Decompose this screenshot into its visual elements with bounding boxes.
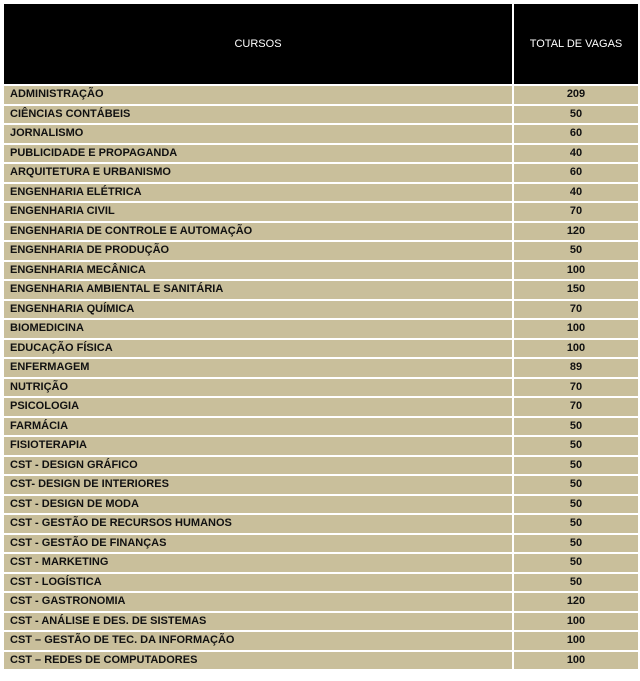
total-seats-cell: 209 [514,86,638,104]
course-name-cell: ENFERMAGEM [4,359,512,377]
table-row [4,476,638,494]
course-name-cell: ENGENHARIA DE CONTROLE E AUTOMAÇÃO [4,223,512,241]
course-name-cell: CIÊNCIAS CONTÁBEIS [4,106,512,124]
course-name-cell: EDUCAÇÃO FÍSICA [4,340,512,358]
course-name-cell: CST - GASTRONOMIA [4,593,512,611]
table-row [4,457,638,475]
total-seats-cell: 100 [514,320,638,338]
course-name-cell: FARMÁCIA [4,418,512,436]
course-name-cell: CST- DESIGN DE INTERIORES [4,476,512,494]
total-seats-cell: 100 [514,340,638,358]
course-name-cell: CST - GESTÃO DE RECURSOS HUMANOS [4,515,512,533]
table-row [4,301,638,319]
total-seats-cell: 70 [514,379,638,397]
course-name-cell: ENGENHARIA CIVIL [4,203,512,221]
table-row [4,223,638,241]
course-name-cell: ENGENHARIA ELÉTRICA [4,184,512,202]
total-seats-cell: 50 [514,535,638,553]
total-seats-cell: 60 [514,125,638,143]
table-row [4,184,638,202]
table-row [4,262,638,280]
course-name-cell: CST - DESIGN DE MODA [4,496,512,514]
table-row [4,398,638,416]
table-row [4,320,638,338]
total-seats-cell: 50 [514,457,638,475]
course-name-cell: CST - GESTÃO DE FINANÇAS [4,535,512,553]
table-row [4,203,638,221]
course-name-cell: ENGENHARIA QUÍMICA [4,301,512,319]
table-row [4,379,638,397]
table-row [4,535,638,553]
course-name-cell: FISIOTERAPIA [4,437,512,455]
total-seats-cell: 120 [514,223,638,241]
total-seats-cell: 50 [514,574,638,592]
total-seats-cell: 70 [514,203,638,221]
table-header [4,4,638,84]
course-name-cell: CST – GESTÃO DE TEC. DA INFORMAÇÃO [4,632,512,650]
table-row [4,554,638,572]
total-seats-cell: 40 [514,184,638,202]
course-name-cell: JORNALISMO [4,125,512,143]
course-name-cell: PUBLICIDADE E PROPAGANDA [4,145,512,163]
total-seats-cell: 70 [514,398,638,416]
course-name-cell: ENGENHARIA AMBIENTAL E SANITÁRIA [4,281,512,299]
table-row [4,437,638,455]
course-name-cell: ADMINISTRAÇÃO [4,86,512,104]
table-row [4,574,638,592]
total-seats-cell: 89 [514,359,638,377]
total-seats-cell: 50 [514,554,638,572]
courses-table [2,2,640,671]
total-seats-cell: 70 [514,301,638,319]
table-row [4,242,638,260]
table-row [4,359,638,377]
total-seats-cell: 50 [514,476,638,494]
course-name-cell: PSICOLOGIA [4,398,512,416]
course-name-cell: CST - MARKETING [4,554,512,572]
course-name-cell: CST - DESIGN GRÁFICO [4,457,512,475]
total-seats-cell: 100 [514,652,638,670]
course-name-cell: BIOMEDICINA [4,320,512,338]
table-row [4,281,638,299]
course-name-cell: ARQUITETURA E URBANISMO [4,164,512,182]
header-row [4,4,638,84]
table-row [4,632,638,650]
total-seats-cell: 60 [514,164,638,182]
total-seats-cell: 100 [514,613,638,631]
table-row [4,593,638,611]
total-seats-cell: 50 [514,437,638,455]
total-seats-cell: 50 [514,515,638,533]
header-total-seats: TOTAL DE VAGAS [514,4,638,84]
total-seats-cell: 40 [514,145,638,163]
course-name-cell: CST - ANÁLISE E DES. DE SISTEMAS [4,613,512,631]
courses-table-container [2,2,638,671]
table-row [4,340,638,358]
course-name-cell: NUTRIÇÃO [4,379,512,397]
table-row [4,496,638,514]
total-seats-cell: 100 [514,632,638,650]
course-name-cell: CST – REDES DE COMPUTADORES [4,652,512,670]
total-seats-cell: 50 [514,418,638,436]
table-row [4,164,638,182]
table-body [4,86,638,669]
total-seats-cell: 50 [514,496,638,514]
header-courses: CURSOS [4,4,512,84]
table-row [4,418,638,436]
total-seats-cell: 50 [514,106,638,124]
table-row [4,86,638,104]
total-seats-cell: 150 [514,281,638,299]
total-seats-cell: 100 [514,262,638,280]
course-name-cell: ENGENHARIA MECÂNICA [4,262,512,280]
table-row [4,106,638,124]
table-row [4,125,638,143]
course-name-cell: CST - LOGÍSTICA [4,574,512,592]
table-row [4,613,638,631]
table-row [4,515,638,533]
course-name-cell: ENGENHARIA DE PRODUÇÃO [4,242,512,260]
table-row [4,145,638,163]
total-seats-cell: 120 [514,593,638,611]
table-row [4,652,638,670]
total-seats-cell: 50 [514,242,638,260]
